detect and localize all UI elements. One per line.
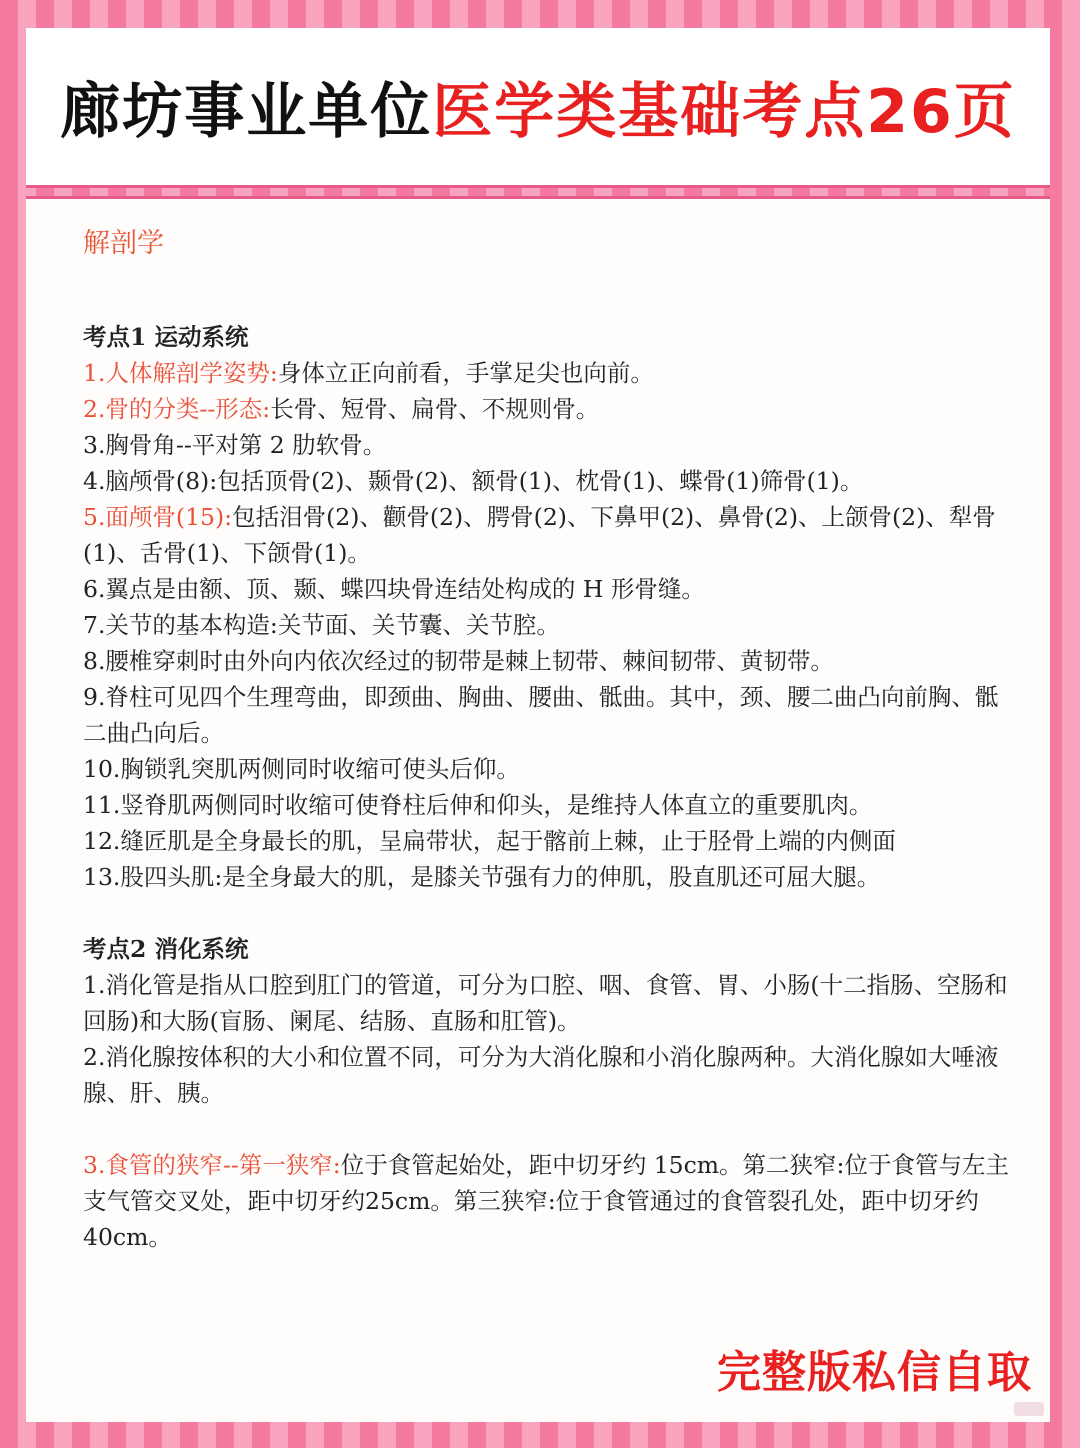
cta-text: 完整版私信自取: [717, 1347, 1032, 1398]
item-text: 10.胸锁乳突肌两侧同时收缩可使头后仰。: [83, 755, 520, 783]
item-highlight: 5.面颅骨(15):: [83, 503, 233, 531]
kp1-list: [83, 355, 1013, 895]
kp2-item-3: [83, 1147, 1013, 1255]
kp1-item: [83, 355, 1013, 391]
kp1-item: [83, 391, 1013, 427]
item-text: 3.胸骨角--平对第 2 肋软骨。: [83, 431, 387, 459]
spacer: [83, 895, 1013, 931]
item-text: 包括泪骨(2)、颧骨(2)、腭骨(2)、下鼻甲(2)、鼻骨(2)、上颌骨(2)、犁骨(1)、舌骨(1)、下颌骨(1)。: [83, 503, 996, 567]
title-text-red: 医学类基础考点26页: [432, 76, 1016, 147]
kp1-item: [83, 427, 1013, 463]
content-card: [26, 196, 1050, 1422]
item-text: 4.脑颅骨(8):包括顶骨(2)、颞骨(2)、额骨(1)、枕骨(1)、蝶骨(1)筛骨(1)。: [83, 467, 864, 495]
kp1-item: [83, 751, 1013, 787]
kp1-item: [83, 463, 1013, 499]
item-text: 13.股四头肌:是全身最大的肌，是膝关节强有力的伸肌，股直肌还可屈大腿。: [83, 863, 881, 891]
item-highlight: 3.食管的狭窄--第一狭窄:: [83, 1151, 341, 1179]
item-text: 9.脊柱可见四个生理弯曲，即颈曲、胸曲、腰曲、骶曲。其中，颈、腰二曲凸向前胸、骶二曲凸向后。: [83, 683, 999, 747]
item-text: 7.关节的基本构造:关节面、关节囊、关节腔。: [83, 611, 560, 639]
notes-body: [83, 227, 1013, 1255]
kp1-item: [83, 679, 1013, 751]
item-text: 1.消化管是指从口腔到肛门的管道，可分为口腔、咽、食管、胃、小肠(十二指肠、空肠和回肠)和大肠(盲肠、阑尾、结肠、直肠和肛管)。: [83, 971, 1008, 1035]
kp1-title: 考点1 运动系统: [83, 323, 249, 351]
item-highlight: 1.人体解剖学姿势:: [83, 359, 278, 387]
kp1-item: [83, 607, 1013, 643]
section-label: 解剖学: [83, 228, 164, 259]
item-text: 8.腰椎穿刺时由外向内依次经过的韧带是棘上韧带、棘间韧带、黄韧带。: [83, 647, 834, 675]
kp2-list: [83, 967, 1013, 1111]
kp2-item: [83, 967, 1013, 1039]
kp1-item: [83, 787, 1013, 823]
title-banner: [26, 28, 1050, 188]
watermark-badge: [1014, 1402, 1044, 1416]
item-highlight: 2.骨的分类--形态:: [83, 395, 271, 423]
item-text: 身体立正向前看，手掌足尖也向前。: [277, 359, 654, 387]
kp1-item: [83, 823, 1013, 859]
spacer: [83, 1111, 1013, 1147]
item-text: 12.缝匠肌是全身最长的肌，呈扁带状，起于髂前上棘，止于胫骨上端的内侧面: [83, 827, 896, 855]
item-text: 长骨、短骨、扁骨、不规则骨。: [270, 395, 600, 423]
kp1-item: [83, 643, 1013, 679]
kp2-item: [83, 1039, 1013, 1111]
item-text: 11.竖脊肌两侧同时收缩可使脊柱后伸和仰头，是维持人体直立的重要肌肉。: [83, 791, 873, 819]
kp1-item: [83, 571, 1013, 607]
kp2-title: 考点2 消化系统: [83, 935, 249, 963]
item-text: 6.翼点是由额、顶、颞、蝶四块骨连结处构成的 H 形骨缝。: [83, 575, 705, 603]
item-text: 位于食管起始处，距中切牙约 15cm。第二狭窄:位于食管与左主支气管交叉处，距中切牙约25cm。第三狭窄:位于食管通过的食管裂孔处，距中切牙约 40cm。: [83, 1151, 1009, 1251]
kp1-item: [83, 499, 1013, 571]
item-text: 2.消化腺按体积的大小和位置不同，可分为大消化腺和小消化腺两种。大消化腺如大唾液腺、肝、胰。: [83, 1043, 999, 1107]
kp1-item: [83, 859, 1013, 895]
title-text-black: 廊坊事业单位: [60, 76, 433, 147]
